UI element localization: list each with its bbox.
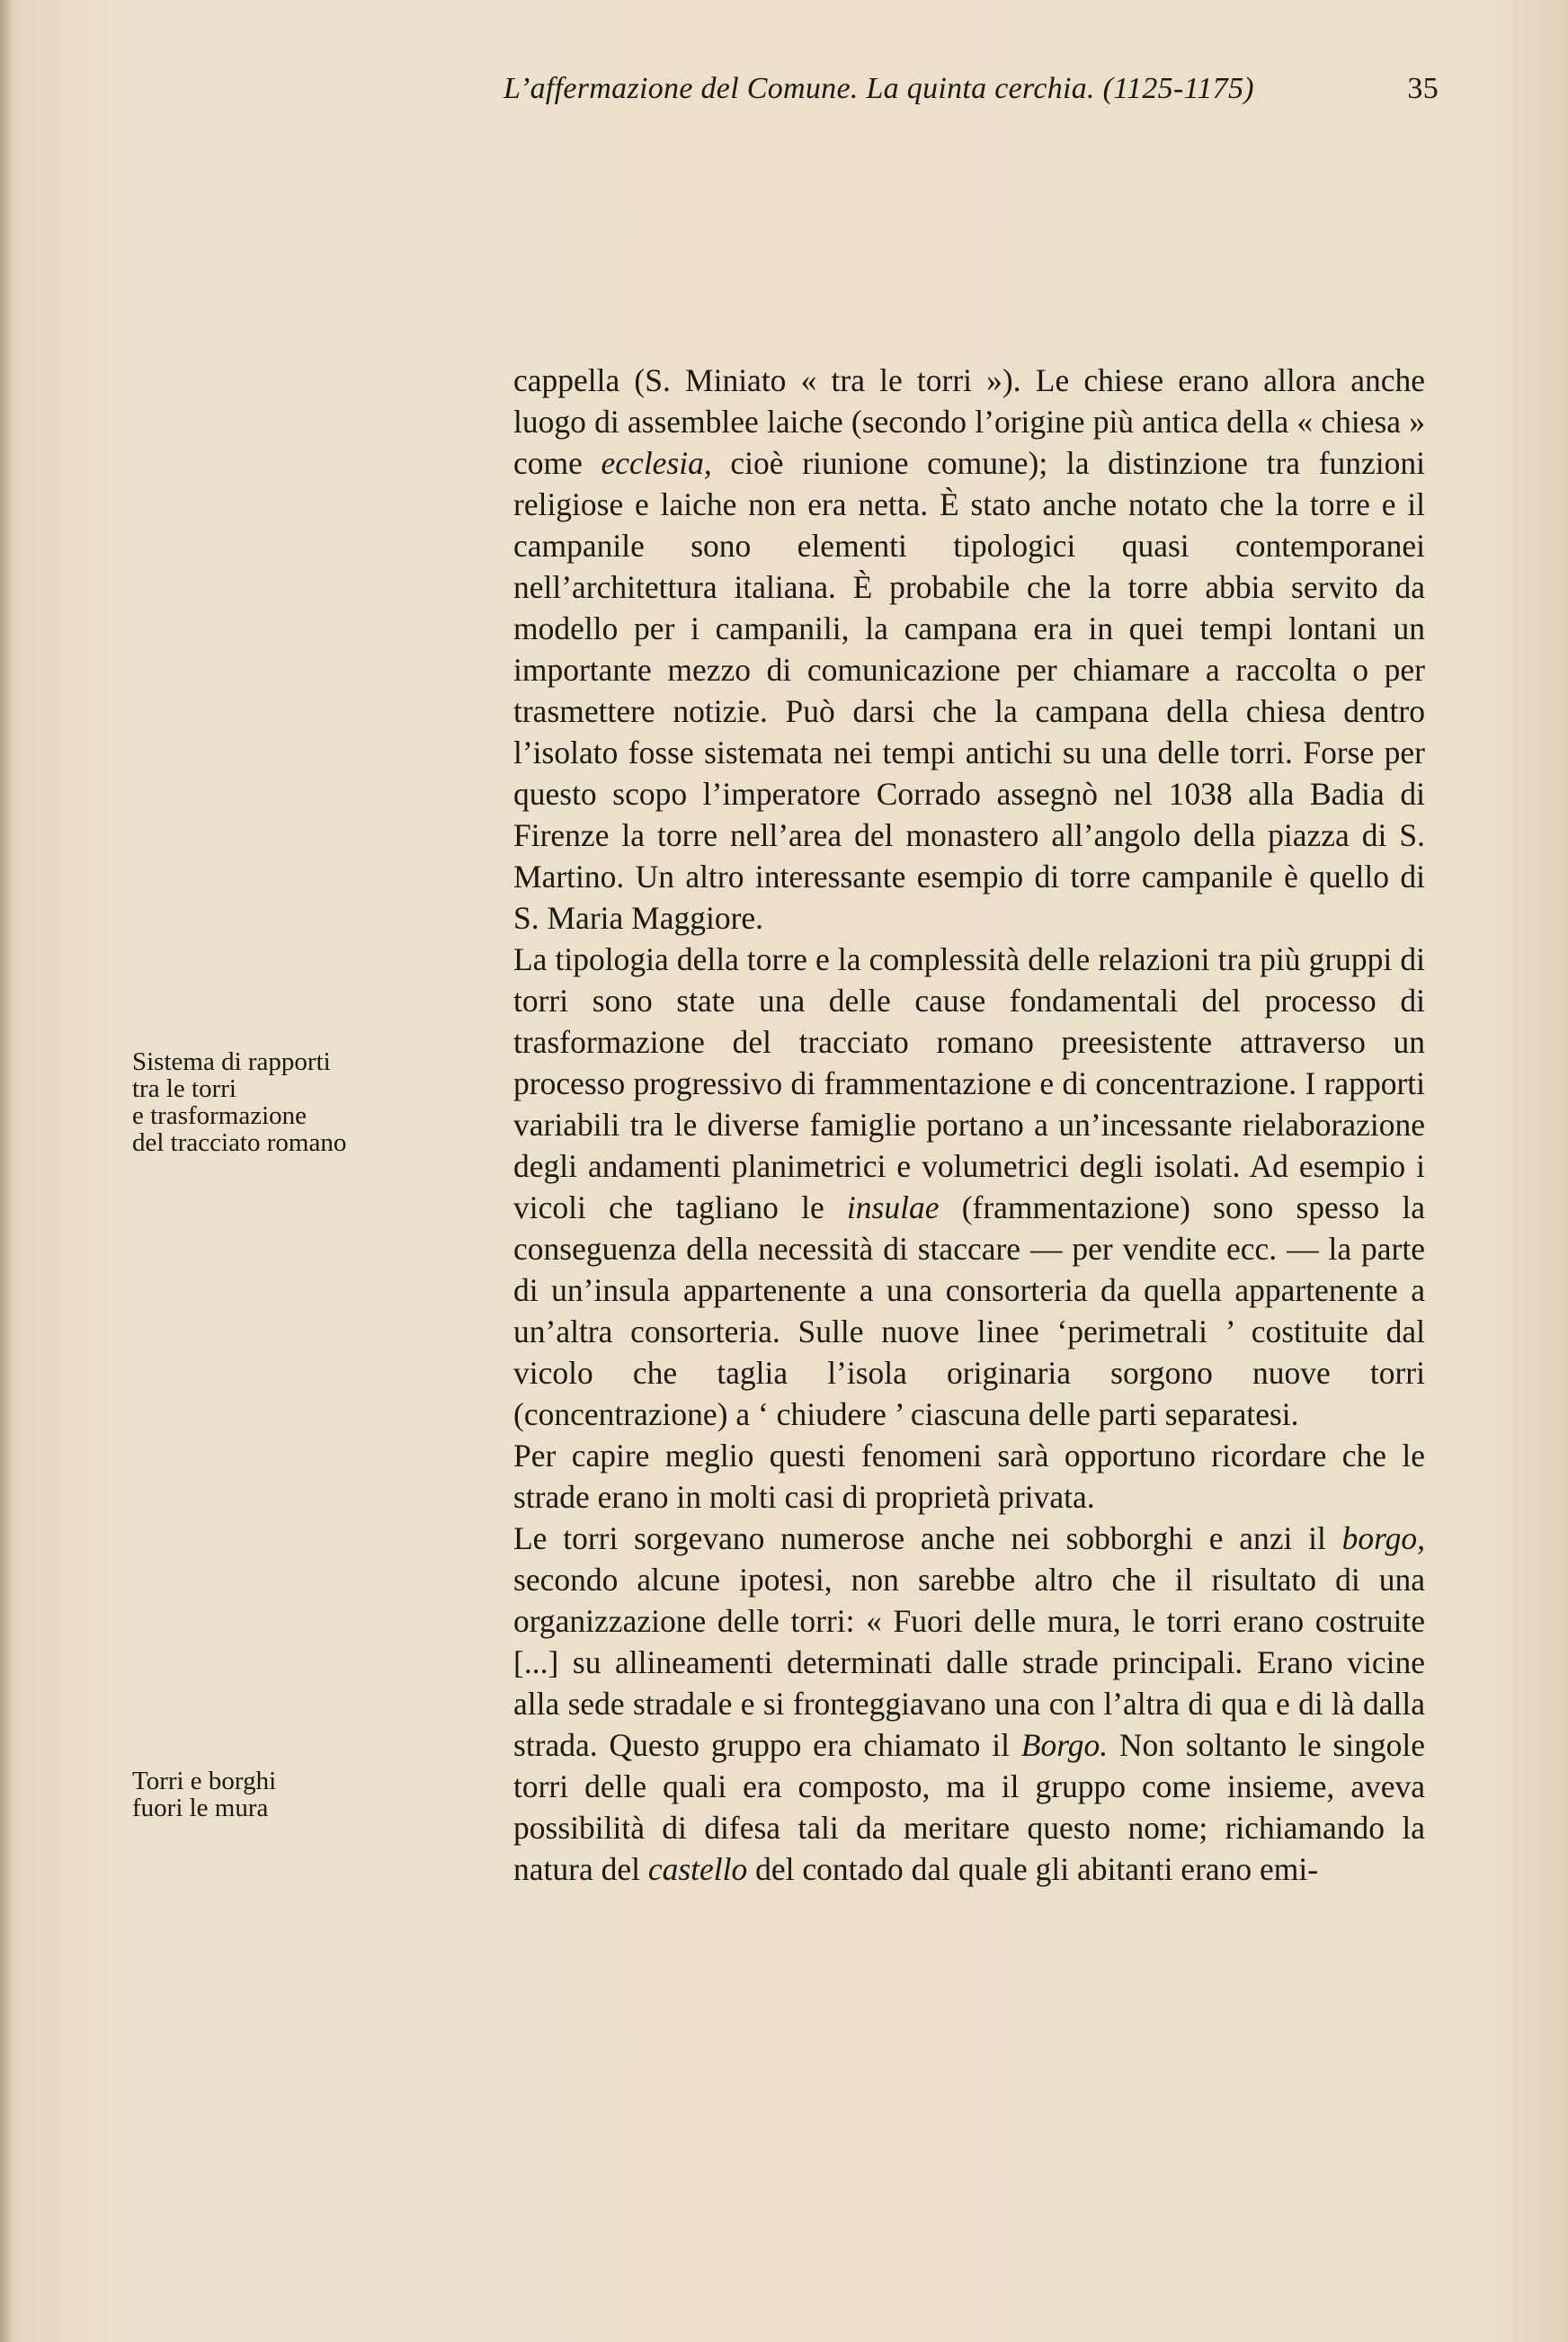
text-run: Non soltanto le singole torri delle quali era composto, ma il gruppo come insieme, aveva possibilità di difesa tali da meritare questo nome; richiamando la natura del [513,1727,1425,1887]
text-run-italic: insulae [846,1189,940,1225]
paragraph-torri-e-borghi [513,1518,1425,1890]
margin-note-line: del tracciato romano [132,1128,347,1157]
text-run: cappella (S. Miniato « tra le torri »). Le chiese erano allora anche luogo di assemblee laiche (secondo l’origine più antica della « chiesa » come [513,362,1425,481]
paragraph-strade-private [513,1435,1425,1518]
margin-note-line: e trasformazione [132,1101,307,1130]
margin-note-sistema-di-rapporti [132,1048,492,1156]
text-run: secondo alcune ipotesi, non sarebbe altro che il risultato di una organizzazione delle torri: « Fuori delle mura, le torri erano costruite [...] su allineamenti determinati dalle strade principali. Erano vicine alla sede stradale e si fronteggiavano una con l’altra di qua e di là dalla strada. Questo gruppo era chiamato il [513,1562,1425,1763]
text-run-italic: Borgo. [1020,1727,1109,1763]
running-head-title: L’affermazione del Comune. La quinta cerchia. (1125-1175) [503,72,1254,105]
margin-note-line: Sistema di rapporti [132,1047,331,1076]
text-run: del contado dal quale gli abitanti erano emi- [747,1851,1319,1887]
text-run: (frammentazione) sono spesso la conseguenza della necessità di staccare — per vendite ecc. — la parte di un’insula appartenente a una consorteria da quella appartenente a un’altra consorteria. Sulle nuove linee ‘perimetrali ’ costituite dal vicolo che taglia l’isola originaria sorgono nuove torri (concentrazione) a ‘ chiudere ’ ciascuna delle parti separatesi. [513,1189,1425,1432]
paragraph-tipologia-della-torre [513,939,1425,1435]
margin-note-torri-e-borghi [132,1768,492,1821]
text-run: Per capire meglio questi fenomeni sarà opportuno ricordare che le strade erano in molti casi di proprietà privata. [513,1438,1425,1515]
page-gutter-shadow [0,0,13,2342]
text-run: cioè riunione comune); la distinzione tra funzioni religiose e laiche non era netta. È stato anche notato che la torre e il campanile sono elementi tipologici quasi contemporanei nell’architettura italiana. È probabile che la torre abbia servito da modello per i campanili, la campana era in quei tempi lontani un importante mezzo di comunicazione per chiamare a raccolta o per trasmettere notizie. Può darsi che la campana della chiesa dentro l’isolato fosse sistemata nei tempi antichi su una delle torri. Forse per questo scopo l’imperatore Corrado assegnò nel 1038 alla Badia di Firenze la torre nell’area del monastero all’angolo della piazza di S. Martino. Un altro interessante esempio di torre campanile è quello di S. Maria Maggiore. [513,445,1425,936]
margin-note-line: Torri e borghi [132,1767,277,1795]
running-head [503,72,1439,106]
margin-note-line: fuori le mura [132,1794,269,1822]
margin-note-line: tra le torri [132,1074,236,1103]
paragraph-campanili [513,360,1425,939]
text-run-italic: castello [647,1851,748,1887]
text-run: Le torri sorgevano numerose anche nei sobborghi e anzi il [513,1520,1342,1556]
main-text-column [513,360,1425,1890]
page-number: 35 [1407,72,1439,105]
text-run-italic: borgo, [1341,1520,1425,1556]
text-run: La tipologia della torre e la complessità delle relazioni tra più gruppi di torri sono state una delle cause fondamentali del processo di trasformazione del tracciato romano preesistente attraverso un processo progressivo di frammentazione e di concentrazione. I rapporti variabili tra le diverse famiglie portano a un’incessante rielaborazione degli andamenti planimetrici e volumetrici degli isolati. Ad esempio i vicoli che tagliano le [513,941,1425,1225]
text-run-italic: ecclesia, [601,445,712,481]
